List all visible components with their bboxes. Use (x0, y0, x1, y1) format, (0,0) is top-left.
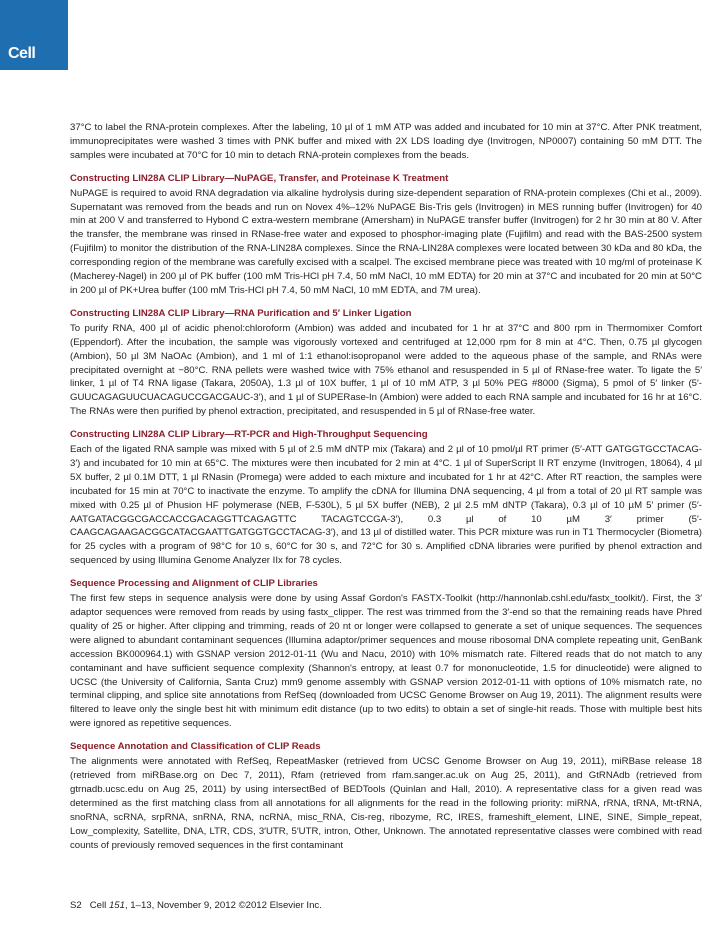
section-text-rt-pcr: Each of the ligated RNA sample was mixed with 5 µl of 2.5 mM dNTP mix (Takara) and 2 µl of 10 pmol/µl RT primer (5′-ATT GATGGTGCCTACAG-3′) and incubated for 10 min at 65°C. The mixtures were then incubated for 2 min at 4°C. 1 µl of SuperScript II RT enzyme (Invitrogen, 18064), 4 µl 5X buffer, 2 µl 0.1M DTT, 1 µl RNasin (Promega) were added to each mixture and incubated for 1 hr at 42°C. After RT reaction, the samples were incubated for 15 min at 70°C to inactivate the enzyme. To amplify the cDNA for Illumina DNA sequencing, 4 µl from a total of 20 µl RT sample was mixed with 0.25 µl of Phusion HF polymerase (NEB, F-530L), 5 µl 5X buffer (NEB), 2 µl 2.5 mM dNTP (Takara), 0.3 µl of 10 µM 5′ primer (5′-AATGATACGGCGACCACCGACAGGTTCAGAGTTC TACAGTCCGA-3′), 0.3 µl of 10 µM 3′ primer (5′-CAAGCAGAAGACGGCATACGAATTGATGGTGCCTACAG-3′), and 13 µl of distilled water. This PCR mixture was run in T1 Thermocycler (Biometra) for 25 cycles with a program of 98°C for 10 s, 60°C for 30 s, and 72°C for 30 s. Amplified cDNA libraries were purified by phenol extraction and sequenced by using Illumina Genome Analyzer IIx for 78 cycles. (70, 444, 702, 567)
journal-logo (0, 0, 68, 70)
journal-logo-text: Cell (8, 45, 36, 62)
intro-paragraph: 37°C to label the RNA-protein complexes. After the labeling, 10 µl of 1 mM ATP was added and incubated for 10 min at 37°C. After PNK treatment, immunoprecipitates were washed 3 times with PNK buffer and mixed with 2X LDS loading dye (Invitrogen, NP0007) containing 50 mM DTT. The samples were incubated at 70°C for 10 min to detach RNA-protein complexes from the beads. (70, 122, 702, 161)
footer-volume: 151 (108, 900, 125, 911)
section-heading-nupage: Constructing LIN28A CLIP Library—NuPAGE, Transfer, and Proteinase K Treatment (70, 172, 449, 184)
footer-citation: , 1–13, November 9, 2012 ©2012 Elsevier Inc. (124, 900, 322, 911)
article-body (70, 121, 702, 861)
section-text-rna-purification: To purify RNA, 400 µl of acidic phenol:chloroform (Ambion) was added and incubated for 1 hr at 37°C and 800 rpm in Thermomixer Comfort (Eppendorf). After the incubation, the sample was vigorously vortexed and centrifuged at 12,000 rpm for 8 min at 4°C. Then, 0.75 µl glycogen (Ambion), 50 µl 3M NaOAc (Ambion), and 1 ml of 1:1 ethanol:isopropanol were added to the aqueous phase of the sample, and RNAs were precipitated overnight at −80°C. RNA pellets were washed twice with 75% ethanol and resuspended in 5 µl of RNase-free water. To ligate the 5′ linker, 1 µl of T4 RNA ligase (Takara, 2050A), 1.3 µl of 10X buffer, 1 µl of 10 mM ATP, 3 µl 50% PEG #8000 (Sigma), 5 pmol of 5′ linker (5′-GUUCAGAGUUCUACAGUCCGACGAUC-3′), and 1 µl of SUPERase-In (Ambion) were added to each RNA sample and incubated for 16 hr at 16°C. The RNAs were then purified by phenol extraction, precipitated, and resuspended in 5 µl of RNase-free water. (70, 322, 702, 418)
section-text-sequence-annotation: The alignments were annotated with RefSeq, RepeatMasker (retrieved from UCSC Genome Browser on Aug 19, 2011), miRBase release 18 (retrieved from miRBase.org on Dec 7, 2011), Rfam (retrieved from rfam.sanger.ac.uk on Aug 25, 2011), and GtRNAdb (retrieved from gtrnadb.ucsc.edu on Aug 25, 2011) by using intersectBed of BEDTools (Quinlan and Hall, 2010). A representative class for a given read was determined as the first matching class from all annotations for all alignments for the read in the following priority: miRNA, rRNA, tRNA, Mt-tRNA, snoRNA, scRNA, srpRNA, snRNA, RNA, ncRNA, misc_RNA, Cis-reg, ribozyme, RC, IRES, frameshift_element, LINE, SINE, Simple_repeat, Low_complexity, Satellite, DNA, LTR, CDS, 3′UTR, 5′UTR, intron, Other, Unknown. The annotated representative classes were combined with read counts of previously removed sequences in the first contaminant (70, 756, 702, 851)
footer-journal: Cell (89, 900, 107, 911)
section-text-nupage: NuPAGE is required to avoid RNA degradation via alkaline hydrolysis during size-dependent separation of RNA-protein complexes (Chi et al., 2009). Supernatant was removed from the beads and run on Novex 4%–12% NuPAGE Bis-Tris gels (Invitrogen) in MES running buffer (Invitrogen) for 40 min at 200 V and transferred to Hybond C extra-western membrane (Amersham) in NuPAGE transfer buffer (Invitrogen) for 2 hr 30 min at 80 V. After the transfer, the membrane was rinsed in RNase-free water and exposed to phosphor-imaging plate (Fujifilm) and read with the BAS-2500 system (Fujifilm) to monitor the distribution of the RNA-LIN28A complexes. Since the RNA-LIN28A complexes were located between 30 kDa and 80 kDa, the corresponding region of the membrane was carefully excised with a scalpel. The excised membrane piece was treated with 10 mg/ml of proteinase K (Macherey-Nagel) in 200 µl of PK buffer (100 mM Tris-HCl pH 7.4, 50 mM NaCl, 10 mM EDTA) for 20 min at 37°C and incubated for 20 min at 50°C in 200 µl of PK+Urea buffer (100 mM Tris-HCl pH 7.4, 50 mM NaCl, 10 mM EDTA, and 7M urea). (70, 187, 702, 296)
footer-page-number: S2 (70, 900, 82, 911)
section-heading-sequence-annotation: Sequence Annotation and Classification of CLIP Reads (70, 741, 321, 753)
section-heading-rt-pcr: Constructing LIN28A CLIP Library—RT-PCR and High-Throughput Sequencing (70, 429, 428, 441)
section-heading-rna-purification: Constructing LIN28A CLIP Library—RNA Purification and 5′ Linker Ligation (70, 307, 412, 319)
section-heading-sequence-processing: Sequence Processing and Alignment of CLIP Libraries (70, 578, 318, 590)
section-text-sequence-processing: The first few steps in sequence analysis were done by using Assaf Gordon's FASTX-Toolkit (http://hannonlab.cshl.edu/fastx_toolkit/). First, the 3′ adaptor sequences were removed from reads by using fastx_clipper. The rest was trimmed from the 3′-end so that the remaining reads have Phred quality of 25 or higher. After clipping and trimming, reads of 20 nt or longer were collapsed to generate a set of unique sequences. The sequences were aligned to abundant contaminant sequences (Illumina adaptor/primer sequences and mouse ribosomal DNA complete repeating unit, GenBank accession BK000964.1) with GSNAP version 2012-01-11 (Wu and Nacu, 2010) with 10% mismatch rate. Filtered reads that do not match to any contaminant and have sufficient sequence complexity (Shannon's entropy, at least 0.7 for mononucleotide, 1.5 for dinucleotide) were aligned to UCSC (the University of California, Santa Cruz) mm9 genome assembly with GSNAP version 2012-01-11 with options of 10% mismatch rate, no terminal clipping, and splice site annotations from RefSeq (downloaded from UCSC Genome Browser on Aug 19, 2011). The alignment results were filtered to leave only the single best hit with minimum edit distance (up to two edits) to obtain a set of single-hit reads. Those with multiple best hits were ignored as repetitive sequences. (70, 593, 702, 730)
page-footer (70, 900, 322, 911)
